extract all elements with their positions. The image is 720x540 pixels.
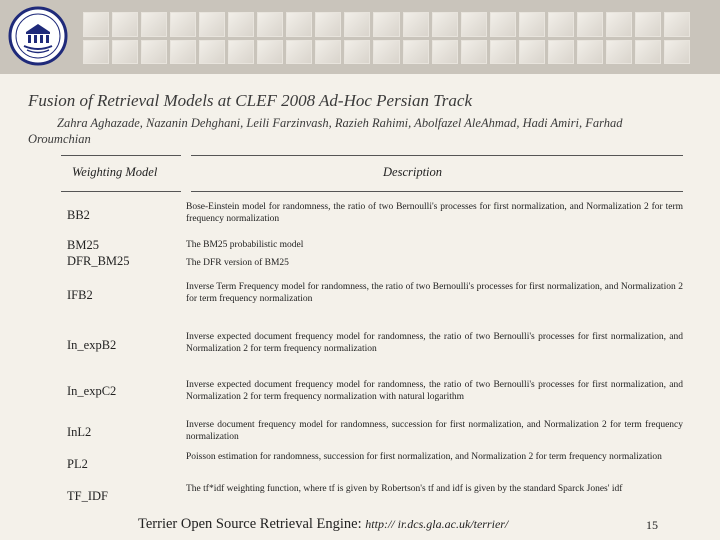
decorative-tile (432, 40, 458, 65)
footer-engine-text: Terrier Open Source Retrieval Engine: (138, 516, 362, 532)
slide-title: Fusion of Retrieval Models at CLEF 2008 Ad-Hoc Persian Track (28, 91, 473, 110)
decorative-tile (664, 12, 690, 37)
decorative-tile (490, 40, 516, 65)
model-name: BB2 (67, 208, 90, 222)
table-top-rule (61, 155, 181, 156)
model-description: The DFR version of BM25 (186, 258, 289, 268)
footer-url-link[interactable]: http:// ir.dcs.gla.ac.uk/terrier/ (365, 517, 509, 531)
decorative-tile (548, 12, 574, 37)
decorative-tile (373, 12, 399, 37)
model-name: BM25 (67, 238, 99, 252)
decorative-tile (315, 40, 341, 65)
model-name: InL2 (67, 425, 92, 439)
table-header-rule (61, 191, 181, 192)
decorative-tile (228, 12, 254, 37)
decorative-tile (286, 40, 312, 65)
decorative-tile (519, 40, 545, 65)
column-header-model: Weighting Model (72, 165, 158, 179)
decorative-tile (257, 12, 283, 37)
decorative-tile (403, 12, 429, 37)
decorative-tile (577, 12, 603, 37)
decorative-tile (315, 12, 341, 37)
decorative-tile (170, 12, 196, 37)
decorative-tile (257, 40, 283, 65)
model-description: The tf*idf weighting function, where tf is given by Robertson's tf and idf is given by the standard Sparck Jones' idf (186, 484, 623, 494)
decorative-tile (199, 12, 225, 37)
decorative-tile (141, 40, 167, 65)
slide-footer (138, 516, 508, 533)
university-of-tehran-logo-icon (8, 6, 68, 66)
decorative-tile (83, 40, 109, 65)
decorative-tile (461, 12, 487, 37)
table-header-rule (191, 191, 683, 192)
decorative-tile (228, 40, 254, 65)
decorative-tile (112, 12, 138, 37)
slide-authors: Zahra Aghazade, Nazanin Dehghani, Leili Farzinvash, Razieh Rahimi, Abolfazel AleAhmad, Hadi Amiri, Farhad Oroumchian (28, 116, 623, 146)
decorative-tile (344, 12, 370, 37)
decorative-tile (373, 40, 399, 65)
header-banner (0, 0, 720, 74)
decorative-tile (170, 40, 196, 65)
decorative-tile (83, 12, 109, 37)
decorative-tile (112, 40, 138, 65)
decorative-tile (141, 12, 167, 37)
university-logo (8, 6, 68, 66)
model-description: Bose-Einstein model for randomness, the ratio of two Bernoulli's processes for first normalization, and Normalization 2 for term frequency normalization (186, 202, 683, 224)
model-name: PL2 (67, 457, 88, 471)
decorative-tile (606, 12, 632, 37)
model-description: Inverse document frequency model for randomness, succession for first normalization, and Normalization 2 for term frequency normalization (186, 420, 683, 442)
model-description: The BM25 probabilistic model (186, 240, 304, 250)
model-name: In_expB2 (67, 338, 117, 352)
decorative-tile (635, 12, 661, 37)
decorative-tile (199, 40, 225, 65)
decorative-tile (519, 12, 545, 37)
model-name: TF_IDF (67, 489, 108, 503)
decorative-tile (403, 40, 429, 65)
column-header-description: Description (383, 165, 443, 179)
model-name: In_expC2 (67, 384, 117, 398)
model-description: Inverse expected document frequency model for randomness, the ratio of two Bernoulli's processes for first normalization, and Normalization 2 for term frequency normalization (186, 332, 683, 354)
decorative-tile (432, 12, 458, 37)
decorative-tile (606, 40, 632, 65)
page-number: 15 (646, 518, 658, 532)
decorative-tile-strip (83, 12, 690, 64)
table-top-rule (191, 155, 683, 156)
decorative-tile (548, 40, 574, 65)
model-description: Poisson estimation for randomness, succession for first normalization, and Normalization 2 for term frequency normalization (186, 452, 662, 462)
decorative-tile (286, 12, 312, 37)
decorative-tile (577, 40, 603, 65)
decorative-tile (490, 12, 516, 37)
decorative-tile (635, 40, 661, 65)
model-description: Inverse expected document frequency model for randomness, the ratio of two Bernoulli's processes for first normalization, and Normalization 2 for term frequency normalization with natural logarithm (186, 380, 683, 402)
model-description: Inverse Term Frequency model for randomness, the ratio of two Bernoulli's processes for first normalization, and Normalization 2 for term frequency normalization (186, 282, 683, 304)
decorative-tile (461, 40, 487, 65)
decorative-tile (664, 40, 690, 65)
model-name: IFB2 (67, 288, 93, 302)
decorative-tile (344, 40, 370, 65)
model-name: DFR_BM25 (67, 254, 130, 268)
